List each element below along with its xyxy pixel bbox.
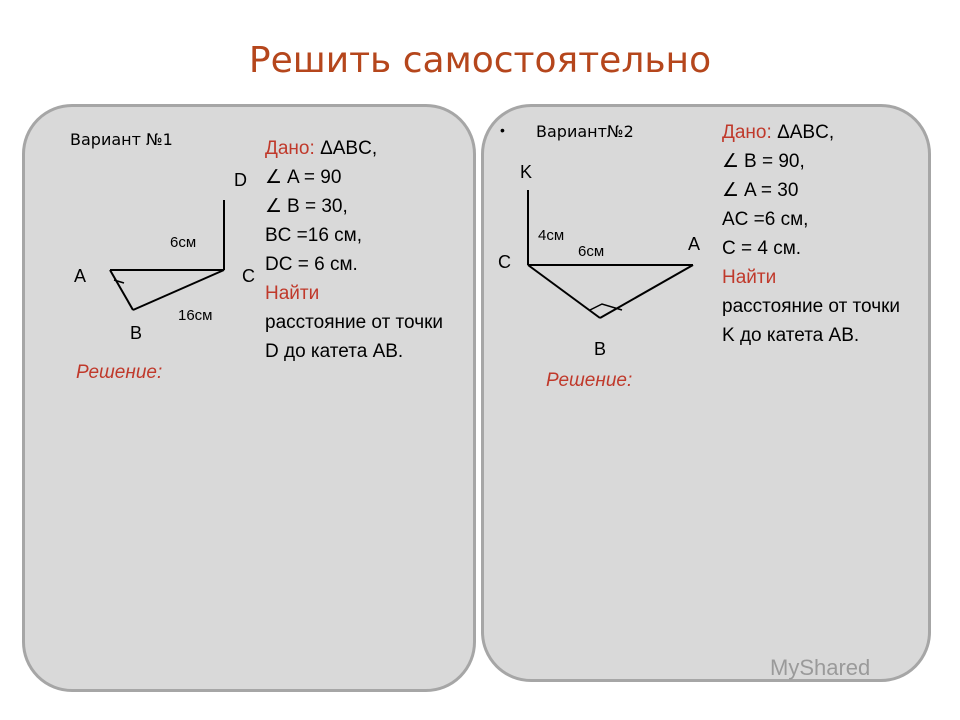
point-label-b: B (594, 339, 607, 359)
given-line: A = 30 (744, 180, 799, 201)
segment-ba (600, 265, 693, 318)
segment-ab (110, 270, 133, 310)
given-label: Дано: (722, 122, 772, 143)
segment-bc (133, 270, 224, 310)
given-triangle: ΔABC, (777, 122, 835, 143)
segment-cb (528, 265, 600, 318)
point-label-c: C (498, 252, 511, 272)
bullet-icon: • (500, 122, 505, 138)
given-line: A = 90 (287, 167, 342, 188)
given-line: C = 4 см. (722, 238, 802, 259)
watermark-logo: MyShared (770, 655, 871, 680)
task-text: расстояние от точки K до катета AB. (722, 296, 901, 346)
right-angle-mark-b (590, 304, 622, 310)
point-label-a: A (74, 266, 87, 286)
dimension-ca: 6см (578, 243, 605, 260)
given-line: DC = 6 см. (265, 254, 358, 275)
given-line: B = 90, (744, 151, 805, 172)
point-label-c: C (242, 266, 255, 286)
page-title: Решить самостоятельно (248, 40, 712, 81)
variant-1-solution-label: Решение: (76, 362, 163, 383)
task-text: расстояние от точки D до катета AB. (265, 312, 444, 362)
point-label-a: A (688, 234, 701, 254)
given-line: AC =6 см, (722, 209, 809, 230)
point-label-k: K (520, 162, 533, 182)
angle-icon: ∠ (722, 151, 740, 172)
given-line: B = 30, (287, 196, 348, 217)
variant-2-given (722, 118, 907, 350)
dimension-bc: 16см (178, 307, 213, 324)
dimension-kc: 4см (538, 227, 565, 244)
given-triangle: ΔABC, (320, 138, 378, 159)
variant-1-given (265, 134, 455, 366)
variant-1-heading: Вариант №1 (70, 130, 173, 149)
angle-icon: ∠ (265, 196, 283, 217)
variant-2-solution-label: Решение: (546, 370, 633, 391)
angle-icon: ∠ (265, 167, 283, 188)
find-label: Найти (265, 283, 320, 304)
point-label-b: B (130, 323, 143, 343)
find-label: Найти (722, 267, 777, 288)
given-line: BC =16 см, (265, 225, 363, 246)
variant-2-heading: Вариант№2 (536, 122, 634, 141)
point-label-d: D (234, 170, 247, 190)
dimension-dc: 6см (170, 234, 197, 251)
given-label: Дано: (265, 138, 315, 159)
angle-icon: ∠ (722, 180, 740, 201)
